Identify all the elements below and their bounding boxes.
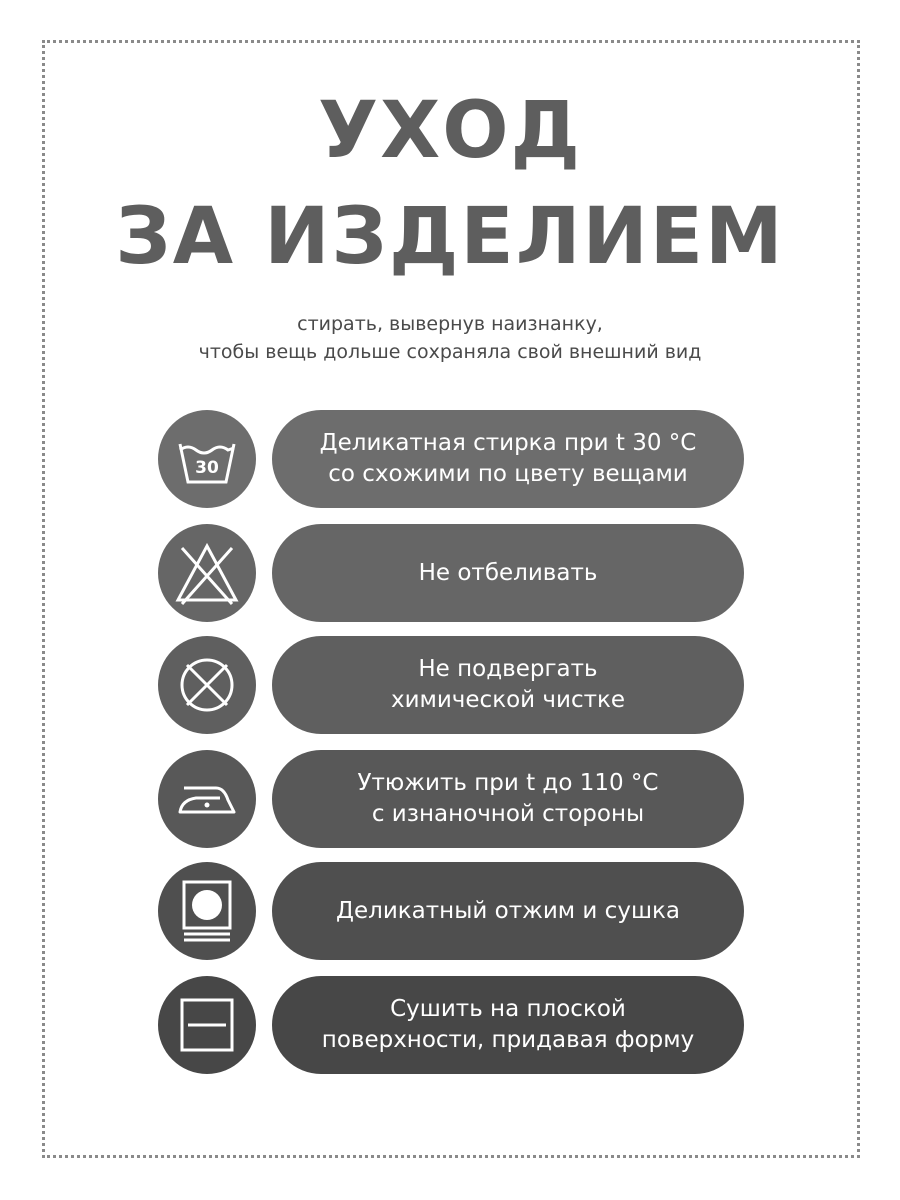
care-text-line-2: с изнаночной стороны (371, 801, 645, 827)
care-text-line-1: Не подвергать (418, 656, 598, 682)
care-text-line-2: со схожими по цвету вещами (328, 461, 688, 487)
care-text-line-2: поверхности, придавая форму (321, 1027, 695, 1053)
dry-flat-icon (158, 976, 256, 1074)
wash-30-icon (158, 410, 256, 508)
no-bleach-icon (158, 524, 256, 622)
care-label-dry-flat (272, 976, 744, 1074)
iron-icon (158, 750, 256, 848)
care-item-iron (158, 750, 744, 848)
care-label-iron (272, 750, 744, 848)
care-item-dry-clean (158, 636, 744, 734)
care-label-bleach (272, 524, 744, 622)
wash-temp-label: 30 (195, 458, 219, 478)
care-item-dry-flat (158, 976, 744, 1074)
no-dry-clean-icon (158, 636, 256, 734)
care-text-line-1: Деликатная стирка при t 30 °С (319, 430, 697, 456)
care-item-tumble-dry (158, 862, 744, 960)
gentle-tumble-dry-icon (158, 862, 256, 960)
care-label-wash (272, 410, 744, 508)
subtitle (0, 310, 900, 366)
care-item-wash (158, 410, 744, 508)
title-line-2: ЗА ИЗДЕЛИЕМ (115, 192, 785, 282)
care-text-line-2: химической чистке (390, 687, 626, 713)
care-item-bleach (158, 524, 744, 622)
care-label-tumble-dry (272, 862, 744, 960)
care-text-line-1: Не отбеливать (418, 559, 598, 586)
care-text-line-1: Деликатный отжим и сушка (336, 897, 680, 924)
care-label-dry-clean (272, 636, 744, 734)
subtitle-line-2: чтобы вещь дольше сохраняла свой внешний вид (198, 341, 702, 363)
title-line-1: УХОД (317, 86, 583, 176)
care-text-line-1: Утюжить при t до 110 °С (357, 770, 659, 796)
subtitle-line-1: стирать, вывернув наизнанку, (297, 313, 603, 335)
care-text-line-1: Сушить на плоской (390, 996, 626, 1022)
